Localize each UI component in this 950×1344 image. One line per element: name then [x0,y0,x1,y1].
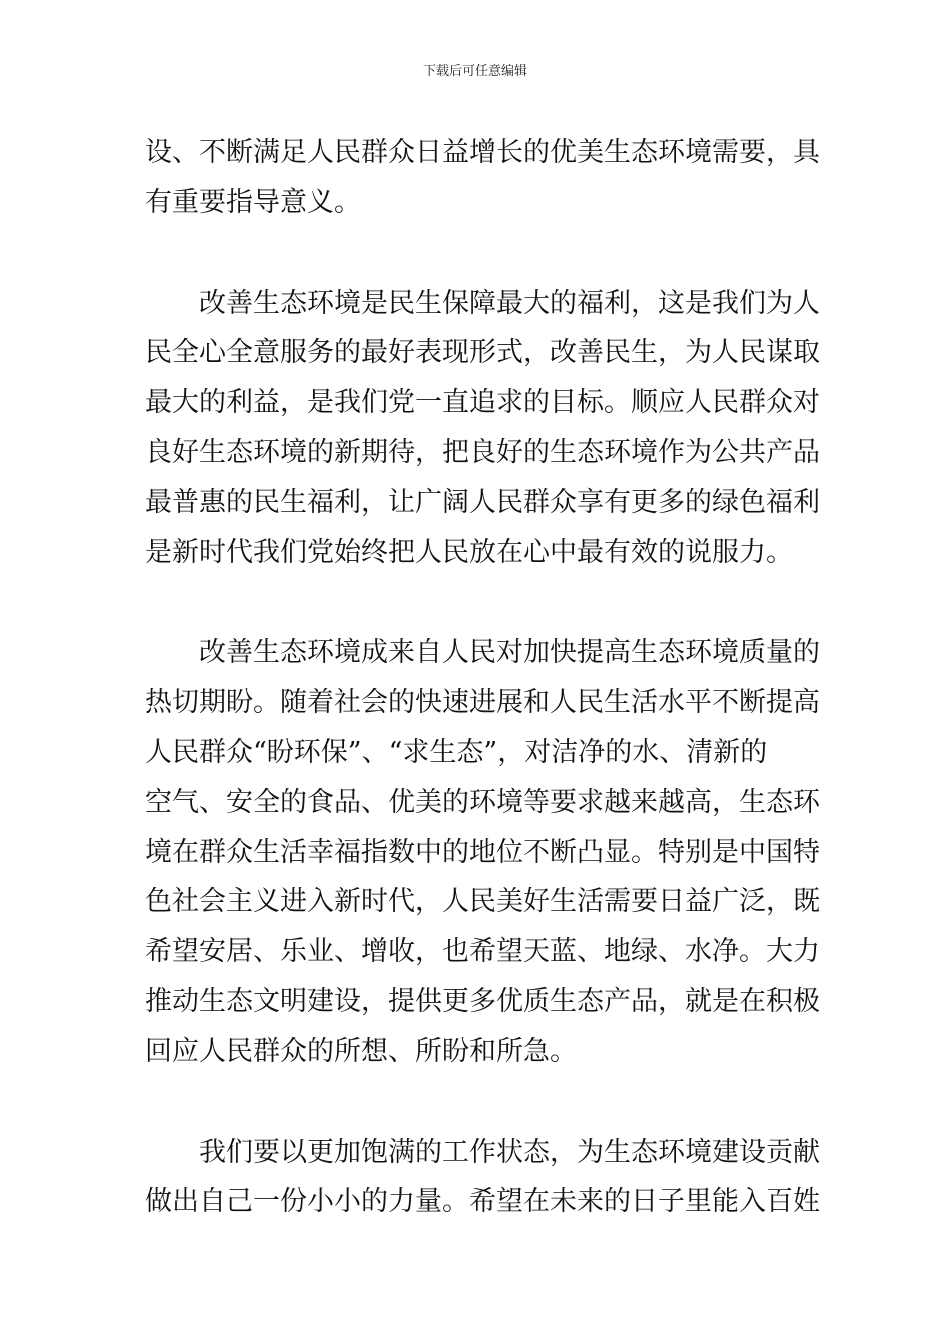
paragraph-1 [145,128,820,228]
text-line: 回应人民群众的所想、所盼和所急。 [145,1035,577,1067]
paragraph-2 [145,279,820,578]
text-line: 热切期盼。随着社会的快速进展和人民生活水平不断提高 [145,687,820,719]
text-line: 希望安居、乐业、增收，也希望天蓝、地绿、水净。大力 [145,936,820,968]
text-line: 是新时代我们党始终把人民放在心中最有效的说服力。 [145,536,793,568]
paragraph-gap [145,228,805,279]
page-header: 下载后可任意编辑 [422,64,527,79]
document-body [145,128,820,1227]
text-line: 有重要指导意义。 [145,186,361,218]
text-line: 最大的利益，是我们党一直追求的目标。顺应人民群众对 [145,387,820,419]
text-line: 良好生态环境的新期待，把良好的生态环境作为公共产品 [145,436,820,468]
text-line: 最普惠的民生福利，让广阔人民群众享有更多的绿色福利 [145,486,820,518]
text-line: 改善生态环境是民生保障最大的福利，这是我们为人 [199,287,820,319]
text-line: 境在群众生活幸福指数中的地位不断凸显。特别是中国特 [145,836,820,868]
text-line: 色社会主义进入新时代，人民美好生活需要日益广泛，既 [145,886,820,918]
text-line: 我们要以更加饱满的工作状态，为生态环境建设贡献 [199,1136,820,1168]
text-line: 做出自己一份小小的力量。希望在未来的日子里能入百姓 [145,1186,820,1218]
text-line: 空气、安全的食品、优美的环境等要求越来越高，生态环 [145,786,820,818]
paragraph-gap [145,1077,805,1128]
text-line: 推动生态文明建设，提供更多优质生态产品，就是在积极 [145,985,820,1017]
text-line: 民全心全意服务的最好表现形式，改善民生，为人民谋取 [145,337,820,369]
text-line: 设、不断满足人民群众日益增长的优美生态环境需要，具 [145,137,820,168]
paragraph-4 [145,1128,820,1228]
text-line: 改善生态环境成来自人民对加快提高生态环境质量的 [199,637,820,669]
paragraph-3 [145,628,820,1076]
paragraph-gap [145,577,805,628]
text-line: 人民群众“盼环保”、“求生态”，对洁净的水、清新的 [145,736,768,768]
